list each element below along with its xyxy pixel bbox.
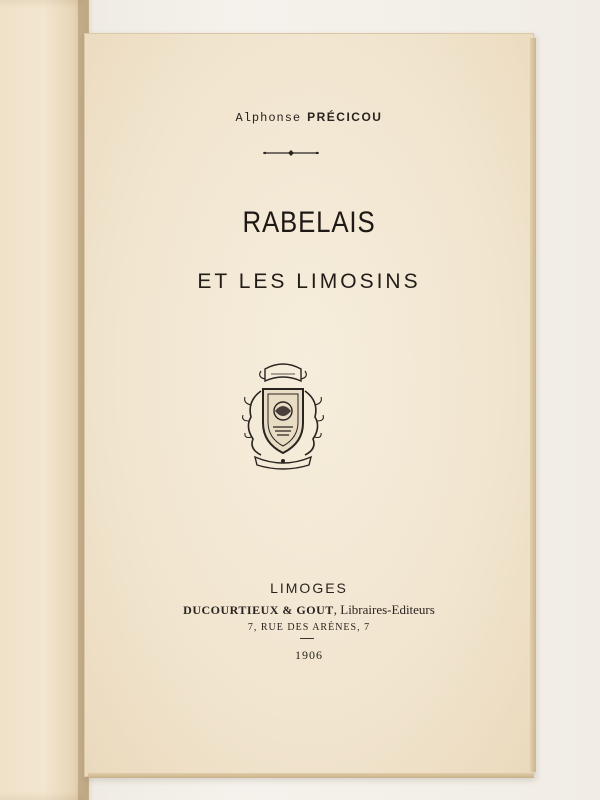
publisher-address: 7, RUE DES ARÈNES, 7 bbox=[247, 622, 371, 633]
left-page bbox=[0, 0, 89, 800]
page-right-edge bbox=[530, 38, 536, 772]
publisher-line bbox=[85, 602, 533, 618]
book-subtitle: ET LES LIMOSINS bbox=[197, 270, 421, 293]
author-first-name: Alphonse bbox=[235, 111, 302, 125]
title-page bbox=[84, 33, 534, 777]
publication-city: LIMOGES bbox=[270, 580, 348, 596]
ornamental-crest-icon bbox=[237, 361, 329, 471]
ornamental-divider-icon bbox=[261, 148, 321, 158]
page-bottom-edge bbox=[88, 773, 534, 778]
small-rule-divider bbox=[300, 638, 314, 639]
publication-year: 1906 bbox=[295, 648, 323, 662]
publisher-suffix: , Libraires-Editeurs bbox=[333, 602, 435, 617]
book-title: RABELAIS bbox=[242, 206, 376, 239]
author-last-name: PRÉCICOU bbox=[307, 110, 383, 124]
author-line bbox=[85, 110, 533, 125]
publisher-name: DUCOURTIEUX & GOUT bbox=[183, 603, 334, 617]
